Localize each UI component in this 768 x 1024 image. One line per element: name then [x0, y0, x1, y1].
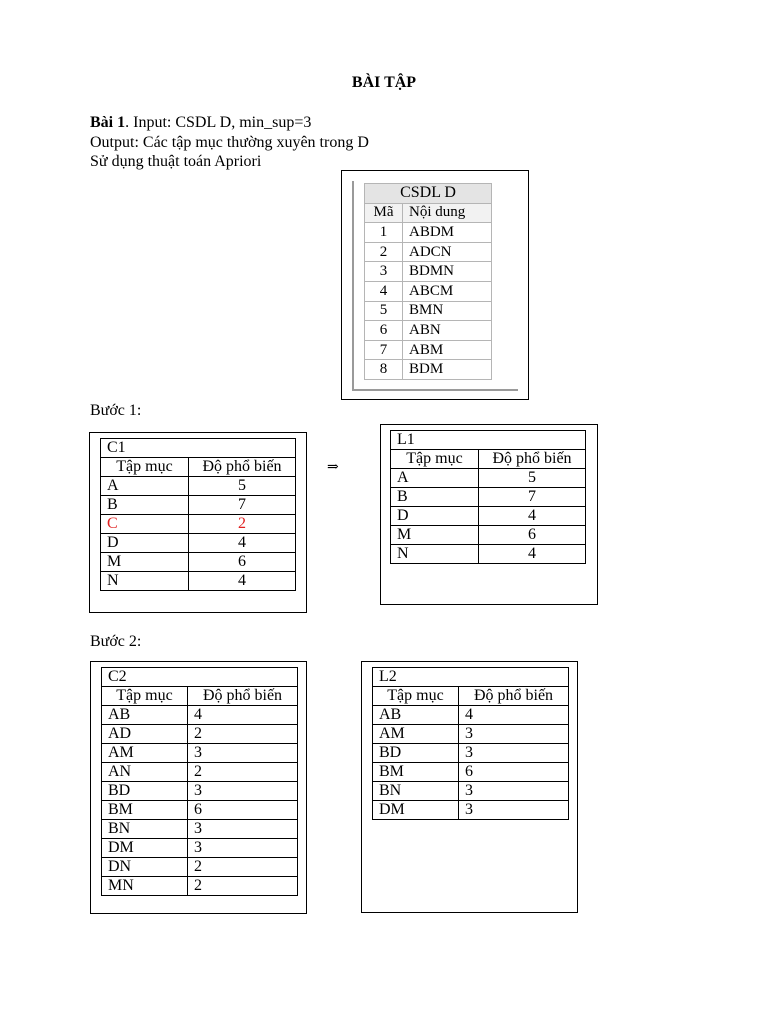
item-cell: B	[391, 488, 479, 507]
table-row	[365, 242, 492, 262]
page-title: BÀI TẬP	[351, 74, 417, 91]
row-id: 5	[365, 301, 403, 321]
support-cell: 7	[479, 488, 586, 507]
item-cell: AD	[102, 725, 188, 744]
table-row	[365, 262, 492, 282]
table-row	[102, 782, 298, 801]
support-cell: 2	[189, 515, 296, 534]
exercise-intro	[90, 113, 369, 172]
row-content: ABM	[403, 340, 492, 360]
item-cell: A	[391, 469, 479, 488]
support-cell: 5	[479, 469, 586, 488]
table-row	[373, 706, 569, 725]
support-cell: 3	[459, 744, 569, 763]
item-cell: N	[101, 572, 189, 591]
row-id: 3	[365, 262, 403, 282]
c2-box	[90, 661, 307, 914]
table-row	[101, 496, 296, 515]
table-row	[391, 507, 586, 526]
item-cell: BM	[373, 763, 459, 782]
support-cell: 6	[188, 801, 298, 820]
row-id: 1	[365, 223, 403, 243]
support-cell: 2	[188, 877, 298, 896]
row-id: 2	[365, 242, 403, 262]
item-cell: M	[391, 526, 479, 545]
c1-box	[89, 432, 307, 613]
support-cell: 2	[188, 858, 298, 877]
database-table	[364, 183, 492, 380]
item-cell: AM	[102, 744, 188, 763]
col-item-header: Tập mục	[391, 450, 479, 469]
table-row	[102, 820, 298, 839]
table-row	[365, 223, 492, 243]
support-cell: 3	[459, 801, 569, 820]
output-text: Output: Các tập mục thường xuyên trong D	[90, 133, 369, 151]
database-title: CSDL D	[365, 184, 492, 204]
row-content: ABDM	[403, 223, 492, 243]
table-row	[102, 801, 298, 820]
col-support-header: Độ phổ biến	[479, 450, 586, 469]
item-cell: D	[391, 507, 479, 526]
item-cell: DM	[373, 801, 459, 820]
col-content-header: Nội dung	[403, 203, 492, 223]
row-content: ABN	[403, 321, 492, 341]
item-cell: AB	[102, 706, 188, 725]
row-content: ABCM	[403, 281, 492, 301]
row-content: ADCN	[403, 242, 492, 262]
item-cell: DM	[102, 839, 188, 858]
item-cell: AM	[373, 725, 459, 744]
table-row	[365, 360, 492, 380]
support-cell: 3	[459, 725, 569, 744]
item-cell: BD	[373, 744, 459, 763]
database-figure	[341, 170, 529, 400]
support-cell: 4	[479, 507, 586, 526]
col-id-header: Mã	[365, 203, 403, 223]
table-row	[102, 706, 298, 725]
l1-name: L1	[391, 431, 586, 450]
table-row	[365, 281, 492, 301]
support-cell: 3	[188, 782, 298, 801]
l1-table	[390, 430, 586, 564]
item-cell: AB	[373, 706, 459, 725]
table-row	[391, 526, 586, 545]
item-cell: AN	[102, 763, 188, 782]
table-row-pruned	[101, 515, 296, 534]
table-row	[102, 763, 298, 782]
row-id: 8	[365, 360, 403, 380]
support-cell: 3	[459, 782, 569, 801]
c2-name: C2	[102, 668, 298, 687]
table-row	[373, 725, 569, 744]
item-cell: A	[101, 477, 189, 496]
table-row	[102, 877, 298, 896]
item-cell: B	[101, 496, 189, 515]
table-row	[373, 763, 569, 782]
row-content: BDM	[403, 360, 492, 380]
table-row	[101, 477, 296, 496]
row-content: BMN	[403, 301, 492, 321]
col-support-header: Độ phổ biến	[188, 687, 298, 706]
table-row	[101, 553, 296, 572]
implies-arrow-icon: ⇒	[327, 460, 339, 475]
input-text: . Input: CSDL D, min_sup=3	[125, 114, 312, 131]
support-cell: 3	[188, 744, 298, 763]
support-cell: 4	[459, 706, 569, 725]
c1-name: C1	[101, 439, 296, 458]
support-cell: 4	[188, 706, 298, 725]
table-row	[101, 534, 296, 553]
table-row	[373, 801, 569, 820]
table-row	[102, 744, 298, 763]
l2-box	[361, 661, 578, 913]
item-cell: BD	[102, 782, 188, 801]
item-cell: M	[101, 553, 189, 572]
table-row	[101, 572, 296, 591]
col-item-header: Tập mục	[102, 687, 188, 706]
step1-label: Bước 1:	[90, 402, 142, 419]
support-cell: 5	[189, 477, 296, 496]
row-id: 6	[365, 321, 403, 341]
support-cell: 4	[479, 545, 586, 564]
support-cell: 7	[189, 496, 296, 515]
row-content: BDMN	[403, 262, 492, 282]
support-cell: 2	[188, 763, 298, 782]
item-cell: BM	[102, 801, 188, 820]
support-cell: 4	[189, 572, 296, 591]
item-cell: N	[391, 545, 479, 564]
support-cell: 6	[479, 526, 586, 545]
table-row	[373, 782, 569, 801]
item-cell: DN	[102, 858, 188, 877]
table-row	[391, 545, 586, 564]
col-support-header: Độ phổ biến	[189, 458, 296, 477]
item-cell: BN	[373, 782, 459, 801]
table-row	[391, 469, 586, 488]
item-cell: D	[101, 534, 189, 553]
support-cell: 2	[188, 725, 298, 744]
support-cell: 4	[189, 534, 296, 553]
step2-label: Bước 2:	[90, 633, 142, 650]
item-cell: BN	[102, 820, 188, 839]
algorithm-text: Sử dụng thuật toán Apriori	[90, 153, 262, 170]
col-item-header: Tập mục	[373, 687, 459, 706]
intro-line-1	[90, 113, 369, 133]
support-cell: 6	[459, 763, 569, 782]
table-row	[373, 744, 569, 763]
row-id: 7	[365, 340, 403, 360]
l2-table	[372, 667, 569, 820]
l2-name: L2	[373, 668, 569, 687]
table-row	[102, 839, 298, 858]
l1-box	[380, 424, 598, 605]
table-row	[102, 858, 298, 877]
table-row	[365, 321, 492, 341]
table-row	[365, 340, 492, 360]
row-id: 4	[365, 281, 403, 301]
table-row	[391, 488, 586, 507]
support-cell: 6	[189, 553, 296, 572]
c1-table	[100, 438, 296, 591]
col-item-header: Tập mục	[101, 458, 189, 477]
item-cell: C	[101, 515, 189, 534]
table-row	[102, 725, 298, 744]
support-cell: 3	[188, 839, 298, 858]
exercise-label: Bài 1	[90, 114, 126, 131]
c2-table	[101, 667, 298, 896]
item-cell: MN	[102, 877, 188, 896]
col-support-header: Độ phổ biến	[459, 687, 569, 706]
table-row	[365, 301, 492, 321]
support-cell: 3	[188, 820, 298, 839]
